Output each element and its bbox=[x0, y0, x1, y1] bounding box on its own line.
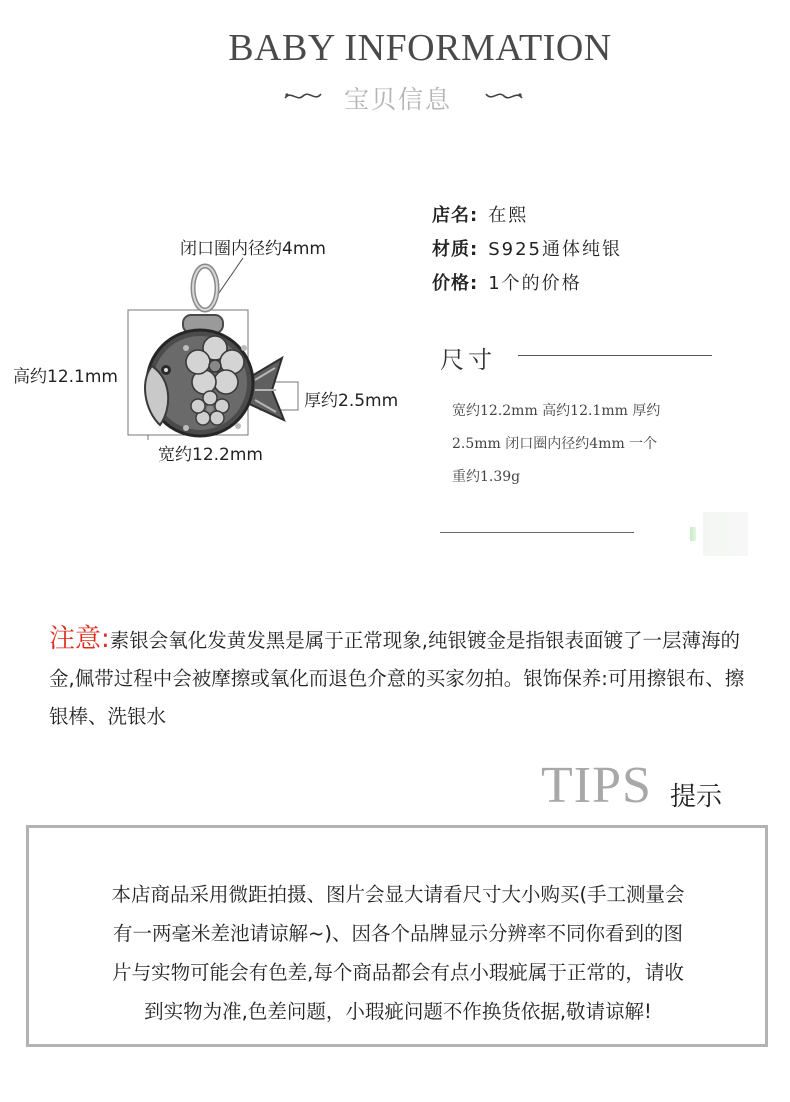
tips-line-2: 有一两毫米差池请谅解~)、因各个品牌显示分辨率不同你看到的图 bbox=[113, 922, 683, 945]
tips-text bbox=[61, 875, 735, 1031]
tips-title-cn: 提示 bbox=[670, 782, 723, 812]
right-swirl-icon bbox=[484, 88, 524, 109]
product-diagram bbox=[0, 230, 420, 470]
shop-row bbox=[432, 201, 528, 227]
color-swatch-mark bbox=[690, 527, 696, 541]
size-line-3: 重约1.39g bbox=[452, 469, 521, 485]
fish-charm-image bbox=[0, 230, 420, 470]
shop-key: 店名: bbox=[432, 205, 479, 226]
tips-title-en: TIPS bbox=[541, 757, 652, 814]
tips-box bbox=[26, 825, 768, 1047]
price-row bbox=[432, 269, 582, 295]
height-label: 高约12.1mm bbox=[13, 367, 118, 387]
size-divider bbox=[518, 355, 712, 356]
page-subtitle: 宝贝信息 bbox=[343, 85, 452, 114]
thickness-label: 厚约2.5mm bbox=[304, 391, 399, 411]
size-title: 尺寸 bbox=[440, 346, 496, 374]
notice-body: 素银会氧化发黄发黑是属于正常现象,纯银镀金是指银表面镀了一层薄海的金,佩带过程中会被摩擦或氧化而退色介意的买家勿拍。银饰保养:可用擦银布、擦银棒、洗银水 bbox=[49, 629, 745, 728]
care-notice bbox=[49, 620, 759, 736]
width-label: 宽约12.2mm bbox=[158, 445, 263, 465]
price-value: 1个的价格 bbox=[488, 273, 582, 294]
shop-value: 在熙 bbox=[488, 205, 529, 226]
material-row bbox=[432, 235, 622, 261]
color-swatch bbox=[703, 512, 748, 556]
tips-line-1: 本店商品采用微距拍摄、图片会显大请看尺寸大小购买(手工测量会 bbox=[111, 883, 685, 906]
page-title: BABY INFORMATION bbox=[228, 27, 612, 69]
material-key: 材质: bbox=[432, 239, 479, 260]
price-key: 价格: bbox=[432, 273, 479, 294]
tips-line-3: 片与实物可能会有色差,每个商品都会有点小瑕疵属于正常的，请收 bbox=[112, 961, 684, 984]
size-details bbox=[452, 395, 714, 494]
ring-diameter-label: 闭口圈内径约4mm bbox=[180, 239, 326, 259]
size-bottom-divider bbox=[440, 532, 634, 533]
material-value: S925通体纯银 bbox=[488, 239, 622, 260]
size-line-1: 宽约12.2mm 高约12.1mm 厚约 bbox=[452, 403, 661, 419]
size-line-2: 2.5mm 闭口圈内径约4mm 一个 bbox=[452, 436, 658, 452]
notice-lead: 注意: bbox=[49, 624, 110, 654]
tips-line-4: 到实物为准,色差问题，小瑕疵问题不作换货依据,敬请谅解! bbox=[144, 1000, 652, 1023]
